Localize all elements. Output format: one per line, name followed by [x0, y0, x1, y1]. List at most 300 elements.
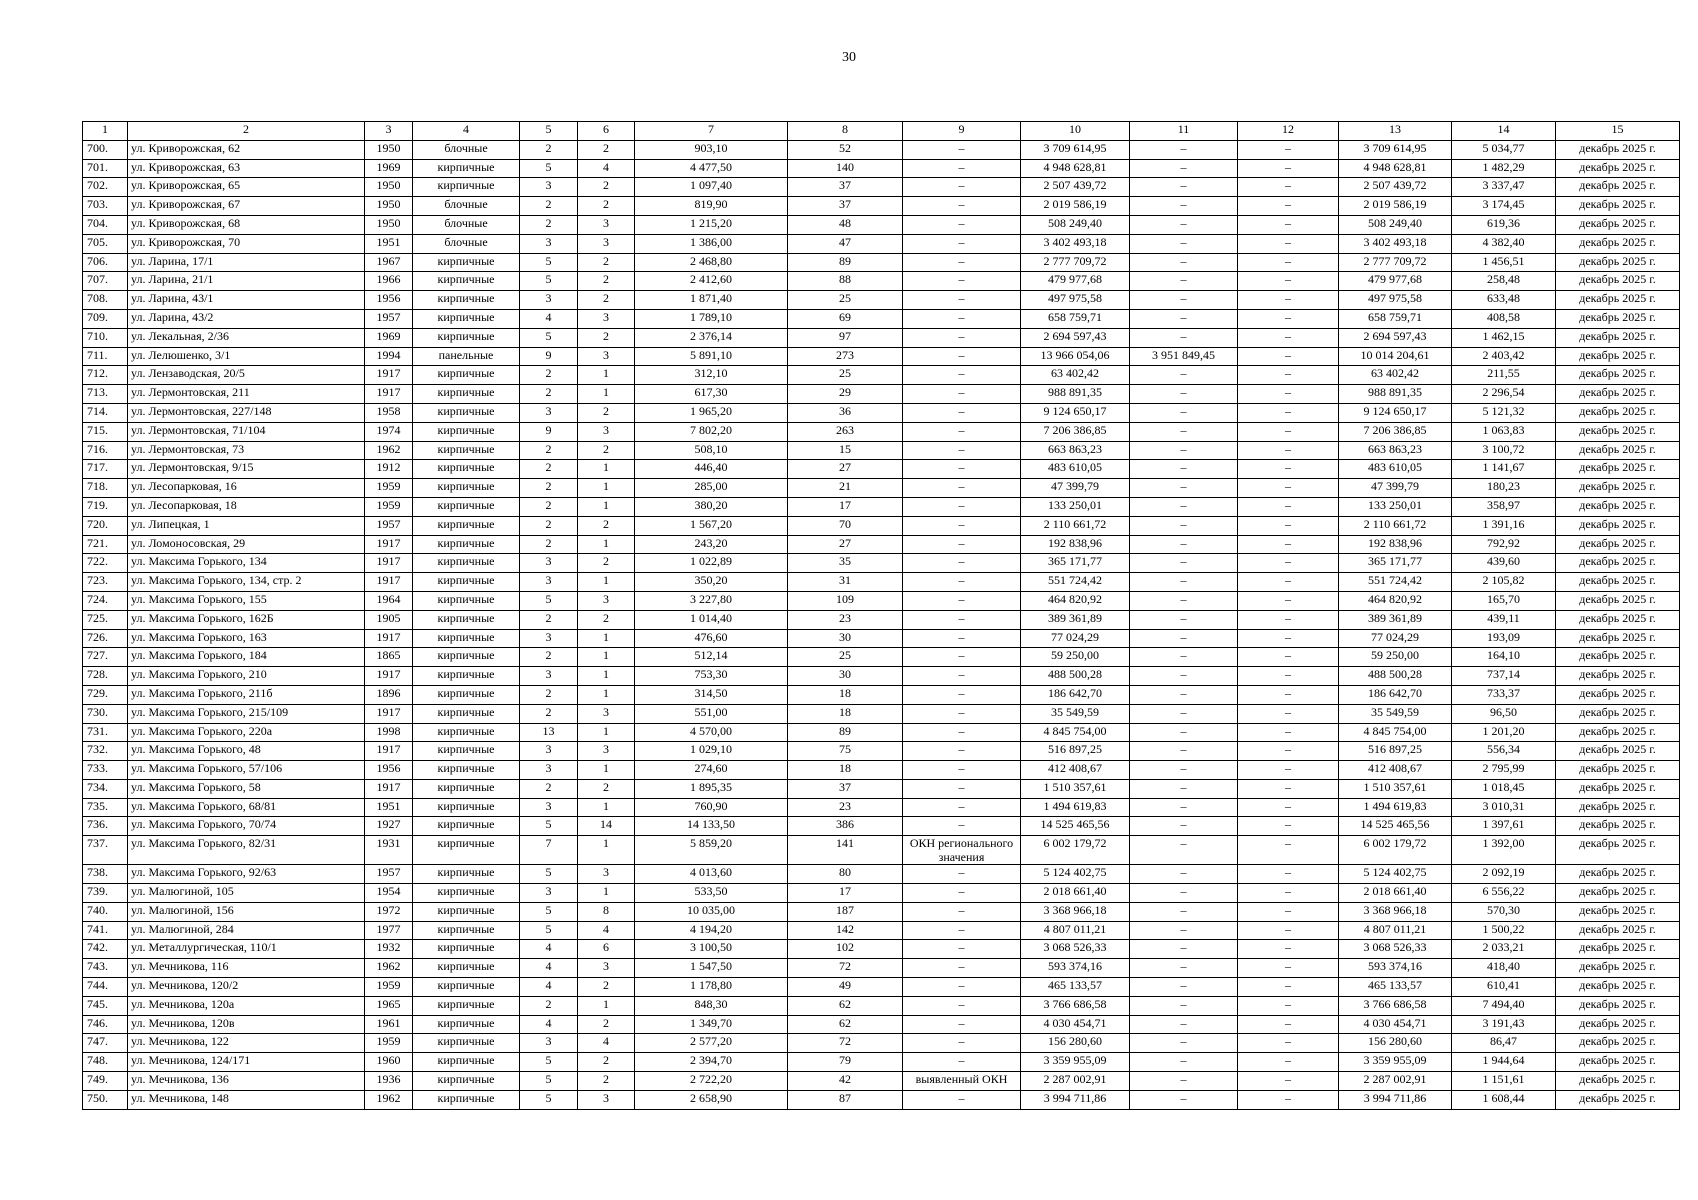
table-cell: – — [1238, 347, 1339, 366]
table-cell: 700. — [83, 140, 128, 159]
table-cell: – — [1238, 1015, 1339, 1034]
table-cell: декабрь 2025 г. — [1556, 865, 1680, 884]
table-cell: 988 891,35 — [1021, 385, 1130, 404]
table-cell: ул. Максима Горького, 92/63 — [128, 865, 365, 884]
column-header: 10 — [1021, 122, 1130, 141]
table-cell: 476,60 — [635, 629, 788, 648]
table-cell: 737,14 — [1452, 667, 1556, 686]
table-cell: – — [903, 516, 1021, 535]
table-cell: декабрь 2025 г. — [1556, 1015, 1680, 1034]
table-cell: 702. — [83, 178, 128, 197]
table-cell: 2 019 586,19 — [1021, 197, 1130, 216]
table-cell: кирпичные — [413, 591, 520, 610]
table-cell: – — [1130, 1034, 1238, 1053]
table-cell: ул. Мечникова, 120а — [128, 996, 365, 1015]
table-cell: 2 — [578, 328, 635, 347]
table-cell: 2 — [520, 996, 578, 1015]
table-cell: 556,34 — [1452, 742, 1556, 761]
table-cell: – — [1130, 884, 1238, 903]
table-cell: декабрь 2025 г. — [1556, 573, 1680, 592]
table-cell: 1957 — [365, 865, 413, 884]
table-cell: 3 — [578, 309, 635, 328]
table-cell: – — [1130, 309, 1238, 328]
table-cell: 5 — [520, 159, 578, 178]
table-cell: 1 — [578, 385, 635, 404]
table-cell: декабрь 2025 г. — [1556, 516, 1680, 535]
table-row — [83, 309, 1680, 328]
table-cell: – — [1238, 253, 1339, 272]
table-cell: кирпичные — [413, 479, 520, 498]
table-cell: кирпичные — [413, 921, 520, 940]
table-cell: 3 359 955,09 — [1021, 1053, 1130, 1072]
table-cell: 211,55 — [1452, 366, 1556, 385]
table-cell: 96,50 — [1452, 704, 1556, 723]
table-cell: 3 — [520, 761, 578, 780]
table-cell: 4 — [578, 921, 635, 940]
table-cell: 1956 — [365, 291, 413, 310]
table-cell: 1 895,35 — [635, 779, 788, 798]
table-cell: 1 510 357,61 — [1339, 779, 1452, 798]
table-cell: 5 859,20 — [635, 836, 788, 865]
table-cell: 3 — [578, 422, 635, 441]
table-cell: 47 399,79 — [1021, 479, 1130, 498]
table-cell: 701. — [83, 159, 128, 178]
table-cell: 2 — [578, 1015, 635, 1034]
table-cell: 746. — [83, 1015, 128, 1034]
table-cell: декабрь 2025 г. — [1556, 978, 1680, 997]
table-cell: 722. — [83, 554, 128, 573]
table-cell: – — [1238, 159, 1339, 178]
table-cell: 741. — [83, 921, 128, 940]
table-cell: декабрь 2025 г. — [1556, 1053, 1680, 1072]
table-cell: 1 871,40 — [635, 291, 788, 310]
table-cell: – — [1238, 460, 1339, 479]
table-cell: кирпичные — [413, 460, 520, 479]
table-cell: 263 — [788, 422, 903, 441]
table-cell: 186 642,70 — [1021, 685, 1130, 704]
table-cell: 312,10 — [635, 366, 788, 385]
table-cell: ул. Криворожская, 70 — [128, 234, 365, 253]
table-cell: 703. — [83, 197, 128, 216]
table-cell: 1 — [578, 497, 635, 516]
table-cell: – — [1130, 798, 1238, 817]
table-cell: 3 709 614,95 — [1021, 140, 1130, 159]
table-cell: 3 402 493,18 — [1021, 234, 1130, 253]
table-cell: декабрь 2025 г. — [1556, 610, 1680, 629]
table-cell: – — [1130, 610, 1238, 629]
table-cell: 365 171,77 — [1339, 554, 1452, 573]
table-cell: – — [903, 817, 1021, 836]
table-cell: 2 — [520, 610, 578, 629]
table-row — [83, 591, 1680, 610]
table-cell: кирпичные — [413, 422, 520, 441]
table-cell: 465 133,57 — [1021, 978, 1130, 997]
table-cell: 186 642,70 — [1339, 685, 1452, 704]
table-cell: – — [1238, 385, 1339, 404]
table-cell: 439,60 — [1452, 554, 1556, 573]
table-cell: кирпичные — [413, 573, 520, 592]
table-cell: 2 — [578, 516, 635, 535]
table-cell: 749. — [83, 1072, 128, 1091]
table-cell: кирпичные — [413, 385, 520, 404]
table-cell: – — [1238, 1053, 1339, 1072]
table-cell: – — [1238, 959, 1339, 978]
table-cell: 3 951 849,45 — [1130, 347, 1238, 366]
table-cell: 551 724,42 — [1021, 573, 1130, 592]
table-cell: – — [1238, 884, 1339, 903]
table-cell: 733. — [83, 761, 128, 780]
table-cell: 1 — [578, 685, 635, 704]
table-cell: 18 — [788, 685, 903, 704]
table-cell: 742. — [83, 940, 128, 959]
table-cell: декабрь 2025 г. — [1556, 629, 1680, 648]
table-cell: 5 — [520, 921, 578, 940]
table-cell: 5 891,10 — [635, 347, 788, 366]
table-cell: – — [1238, 328, 1339, 347]
table-cell: 3 — [520, 629, 578, 648]
table-cell: 464 820,92 — [1339, 591, 1452, 610]
table-cell: – — [903, 723, 1021, 742]
table-cell: кирпичные — [413, 610, 520, 629]
table-cell: декабрь 2025 г. — [1556, 554, 1680, 573]
table-cell: – — [1130, 403, 1238, 422]
table-cell: 192 838,96 — [1021, 535, 1130, 554]
table-cell: 63 402,42 — [1021, 366, 1130, 385]
table-cell: 1905 — [365, 610, 413, 629]
table-cell: 187 — [788, 902, 903, 921]
table-cell: блочные — [413, 234, 520, 253]
table-cell: ул. Лесопарковая, 16 — [128, 479, 365, 498]
table-cell: – — [903, 253, 1021, 272]
table-cell: – — [903, 573, 1021, 592]
table-cell: 2 — [520, 460, 578, 479]
table-cell: 2 — [520, 497, 578, 516]
table-cell: 133 250,01 — [1339, 497, 1452, 516]
table-cell: – — [1238, 591, 1339, 610]
table-cell: 2 694 597,43 — [1021, 328, 1130, 347]
table-cell: ул. Лермонтовская, 227/148 — [128, 403, 365, 422]
table-row — [83, 1015, 1680, 1034]
table-cell: 479 977,68 — [1339, 272, 1452, 291]
table-cell: 59 250,00 — [1339, 648, 1452, 667]
page-number: 30 — [842, 50, 856, 65]
table-cell: ул. Ларина, 43/1 — [128, 291, 365, 310]
table-cell: декабрь 2025 г. — [1556, 497, 1680, 516]
table-cell: 8 — [578, 902, 635, 921]
table-cell: ул. Лесопарковая, 18 — [128, 497, 365, 516]
table-cell: 418,40 — [1452, 959, 1556, 978]
table-cell: 17 — [788, 884, 903, 903]
table-cell: 1960 — [365, 1053, 413, 1072]
table-cell: – — [1238, 798, 1339, 817]
table-cell: ул. Максима Горького, 134, стр. 2 — [128, 573, 365, 592]
table-cell: ул. Максима Горького, 210 — [128, 667, 365, 686]
table-cell: 2 795,99 — [1452, 761, 1556, 780]
table-row — [83, 779, 1680, 798]
table-cell: ул. Максима Горького, 82/31 — [128, 836, 365, 865]
table-cell: 1865 — [365, 648, 413, 667]
table-cell: 1 500,22 — [1452, 921, 1556, 940]
table-cell: 1950 — [365, 197, 413, 216]
table-row — [83, 1090, 1680, 1109]
table-cell: 80 — [788, 865, 903, 884]
table-cell: ОКН регионального значения — [903, 836, 1021, 865]
table-cell: ул. Максима Горького, 68/81 — [128, 798, 365, 817]
table-cell: 704. — [83, 215, 128, 234]
table-row — [83, 479, 1680, 498]
table-cell: декабрь 2025 г. — [1556, 234, 1680, 253]
table-cell: декабрь 2025 г. — [1556, 479, 1680, 498]
table-cell: ул. Максима Горького, 70/74 — [128, 817, 365, 836]
table-cell: 4 013,60 — [635, 865, 788, 884]
table-cell: 1917 — [365, 704, 413, 723]
table-cell: 2 — [578, 253, 635, 272]
table-cell: кирпичные — [413, 629, 520, 648]
table-cell: 1 — [578, 366, 635, 385]
table-cell: – — [1238, 309, 1339, 328]
table-cell: 508 249,40 — [1339, 215, 1452, 234]
table-cell: 3 337,47 — [1452, 178, 1556, 197]
table-cell: 1 022,89 — [635, 554, 788, 573]
table-cell: 1 141,67 — [1452, 460, 1556, 479]
table-cell: – — [1130, 479, 1238, 498]
table-cell: ул. Мечникова, 120/2 — [128, 978, 365, 997]
table-cell: 35 549,59 — [1021, 704, 1130, 723]
table-cell: декабрь 2025 г. — [1556, 159, 1680, 178]
table-cell: 2 110 661,72 — [1339, 516, 1452, 535]
table-cell: 988 891,35 — [1339, 385, 1452, 404]
table-cell: 1959 — [365, 497, 413, 516]
table-cell: – — [1130, 591, 1238, 610]
table-cell: 193,09 — [1452, 629, 1556, 648]
table-cell: 750. — [83, 1090, 128, 1109]
table-cell: 551,00 — [635, 704, 788, 723]
table-cell: кирпичные — [413, 884, 520, 903]
table-cell: 4 570,00 — [635, 723, 788, 742]
table-row — [83, 291, 1680, 310]
table-cell: декабрь 2025 г. — [1556, 798, 1680, 817]
table-cell: ул. Максима Горького, 184 — [128, 648, 365, 667]
table-cell: 2 507 439,72 — [1339, 178, 1452, 197]
table-cell: 707. — [83, 272, 128, 291]
table-cell: – — [903, 779, 1021, 798]
table-cell: 1896 — [365, 685, 413, 704]
table-cell: 760,90 — [635, 798, 788, 817]
table-cell: 732. — [83, 742, 128, 761]
table-cell: кирпичные — [413, 779, 520, 798]
table-cell: 350,20 — [635, 573, 788, 592]
table-cell: 1 482,29 — [1452, 159, 1556, 178]
table-cell: 89 — [788, 723, 903, 742]
table-cell: 6 002 179,72 — [1339, 836, 1452, 865]
table-cell: 5 121,32 — [1452, 403, 1556, 422]
table-cell: – — [1130, 516, 1238, 535]
table-cell: 734. — [83, 779, 128, 798]
table-cell: 737. — [83, 836, 128, 865]
table-cell: 9 — [520, 422, 578, 441]
table-cell: 7 802,20 — [635, 422, 788, 441]
table-cell: – — [903, 309, 1021, 328]
column-header: 5 — [520, 122, 578, 141]
table-cell: – — [1130, 817, 1238, 836]
table-row — [83, 742, 1680, 761]
table-cell: 243,20 — [635, 535, 788, 554]
table-cell: 819,90 — [635, 197, 788, 216]
table-cell: 285,00 — [635, 479, 788, 498]
table-cell: 708. — [83, 291, 128, 310]
table-cell: кирпичные — [413, 902, 520, 921]
table-cell: 30 — [788, 667, 903, 686]
table-cell: ул. Ларина, 43/2 — [128, 309, 365, 328]
table-cell: – — [1238, 817, 1339, 836]
table-cell: кирпичные — [413, 685, 520, 704]
table-cell: 3 — [578, 591, 635, 610]
table-row — [83, 403, 1680, 422]
table-cell: 17 — [788, 497, 903, 516]
table-cell: ул. Максима Горького, 155 — [128, 591, 365, 610]
table-cell: декабрь 2025 г. — [1556, 779, 1680, 798]
table-cell: кирпичные — [413, 1072, 520, 1091]
table-cell: 5 — [520, 1090, 578, 1109]
table-cell: 719. — [83, 497, 128, 516]
table-cell: 714. — [83, 403, 128, 422]
table-cell: – — [1130, 779, 1238, 798]
table-cell: 77 024,29 — [1021, 629, 1130, 648]
table-cell: ул. Малюгиной, 105 — [128, 884, 365, 903]
table-cell: 3 100,50 — [635, 940, 788, 959]
table-cell: – — [903, 159, 1021, 178]
table-cell: ул. Максима Горького, 215/109 — [128, 704, 365, 723]
table-cell: 37 — [788, 178, 903, 197]
table-row — [83, 921, 1680, 940]
table-cell: 713. — [83, 385, 128, 404]
table-cell: – — [903, 328, 1021, 347]
table-cell: кирпичные — [413, 742, 520, 761]
table-row — [83, 328, 1680, 347]
table-cell: декабрь 2025 г. — [1556, 441, 1680, 460]
table-cell: 735. — [83, 798, 128, 817]
table-cell: – — [903, 884, 1021, 903]
table-cell: 1951 — [365, 798, 413, 817]
table-cell: 164,10 — [1452, 648, 1556, 667]
table-cell: ул. Максима Горького, 58 — [128, 779, 365, 798]
table-row — [83, 865, 1680, 884]
table-cell: 1 — [578, 884, 635, 903]
table-cell: декабрь 2025 г. — [1556, 996, 1680, 1015]
table-cell: 3 402 493,18 — [1339, 234, 1452, 253]
table-cell: 2 403,42 — [1452, 347, 1556, 366]
table-cell: 3 — [520, 573, 578, 592]
table-cell: 1 014,40 — [635, 610, 788, 629]
table-cell: 9 124 650,17 — [1021, 403, 1130, 422]
table-cell: 740. — [83, 902, 128, 921]
table-cell: 4 948 628,81 — [1021, 159, 1130, 178]
table-cell: 133 250,01 — [1021, 497, 1130, 516]
table-cell: – — [903, 215, 1021, 234]
table-cell: 4 030 454,71 — [1339, 1015, 1452, 1034]
table-cell: – — [1130, 921, 1238, 940]
table-cell: 1917 — [365, 667, 413, 686]
table-cell: 63 402,42 — [1339, 366, 1452, 385]
table-cell: 1962 — [365, 959, 413, 978]
table-row — [83, 1053, 1680, 1072]
table-cell: 1912 — [365, 460, 413, 479]
table-cell: 1974 — [365, 422, 413, 441]
table-cell: 70 — [788, 516, 903, 535]
table-cell: – — [1238, 422, 1339, 441]
table-cell: 1969 — [365, 328, 413, 347]
table-cell: кирпичные — [413, 253, 520, 272]
table-row — [83, 234, 1680, 253]
column-header: 8 — [788, 122, 903, 141]
table-cell: 35 549,59 — [1339, 704, 1452, 723]
table-cell: 109 — [788, 591, 903, 610]
table-cell: выявленный ОКН — [903, 1072, 1021, 1091]
table-cell: – — [903, 761, 1021, 780]
table-cell: 75 — [788, 742, 903, 761]
table-cell: 617,30 — [635, 385, 788, 404]
table-cell: – — [1238, 1034, 1339, 1053]
table-cell: 1994 — [365, 347, 413, 366]
table-cell: 31 — [788, 573, 903, 592]
table-cell: 1917 — [365, 779, 413, 798]
table-cell: 715. — [83, 422, 128, 441]
table-cell: ул. Криворожская, 65 — [128, 178, 365, 197]
table-cell: 1 — [578, 836, 635, 865]
table-cell: 3 — [578, 865, 635, 884]
table-cell: – — [903, 685, 1021, 704]
table-cell: – — [1238, 234, 1339, 253]
table-cell: 516 897,25 — [1339, 742, 1452, 761]
table-cell: – — [903, 178, 1021, 197]
table-cell: – — [1238, 366, 1339, 385]
table-cell: ул. Ларина, 21/1 — [128, 272, 365, 291]
table-cell: 59 250,00 — [1021, 648, 1130, 667]
table-cell: 731. — [83, 723, 128, 742]
table-cell: – — [903, 1034, 1021, 1053]
table-cell: – — [1130, 535, 1238, 554]
table-cell: 86,47 — [1452, 1034, 1556, 1053]
table-cell: 1 386,00 — [635, 234, 788, 253]
table-cell: 389 361,89 — [1339, 610, 1452, 629]
table-cell: ул. Максима Горького, 57/106 — [128, 761, 365, 780]
table-cell: 2 — [520, 479, 578, 498]
table-cell: – — [903, 648, 1021, 667]
table-cell: декабрь 2025 г. — [1556, 1090, 1680, 1109]
table-cell: 49 — [788, 978, 903, 997]
table-cell: 2 110 661,72 — [1021, 516, 1130, 535]
table-cell: 18 — [788, 761, 903, 780]
table-cell: ул. Максима Горького, 163 — [128, 629, 365, 648]
table-cell: кирпичные — [413, 291, 520, 310]
table-row — [83, 366, 1680, 385]
table-cell: 2 — [578, 779, 635, 798]
table-cell: 1 — [578, 996, 635, 1015]
table-cell: 3 — [520, 554, 578, 573]
table-cell: 141 — [788, 836, 903, 865]
table-cell: 1 397,61 — [1452, 817, 1556, 836]
table-cell: 712. — [83, 366, 128, 385]
column-header: 15 — [1556, 122, 1680, 141]
table-cell: 508,10 — [635, 441, 788, 460]
table-cell: декабрь 2025 г. — [1556, 422, 1680, 441]
table-cell: 2 019 586,19 — [1339, 197, 1452, 216]
table-cell: 2 658,90 — [635, 1090, 788, 1109]
table-cell: 1957 — [365, 309, 413, 328]
table-cell: – — [1130, 959, 1238, 978]
table-cell: блочные — [413, 215, 520, 234]
table-cell: 29 — [788, 385, 903, 404]
